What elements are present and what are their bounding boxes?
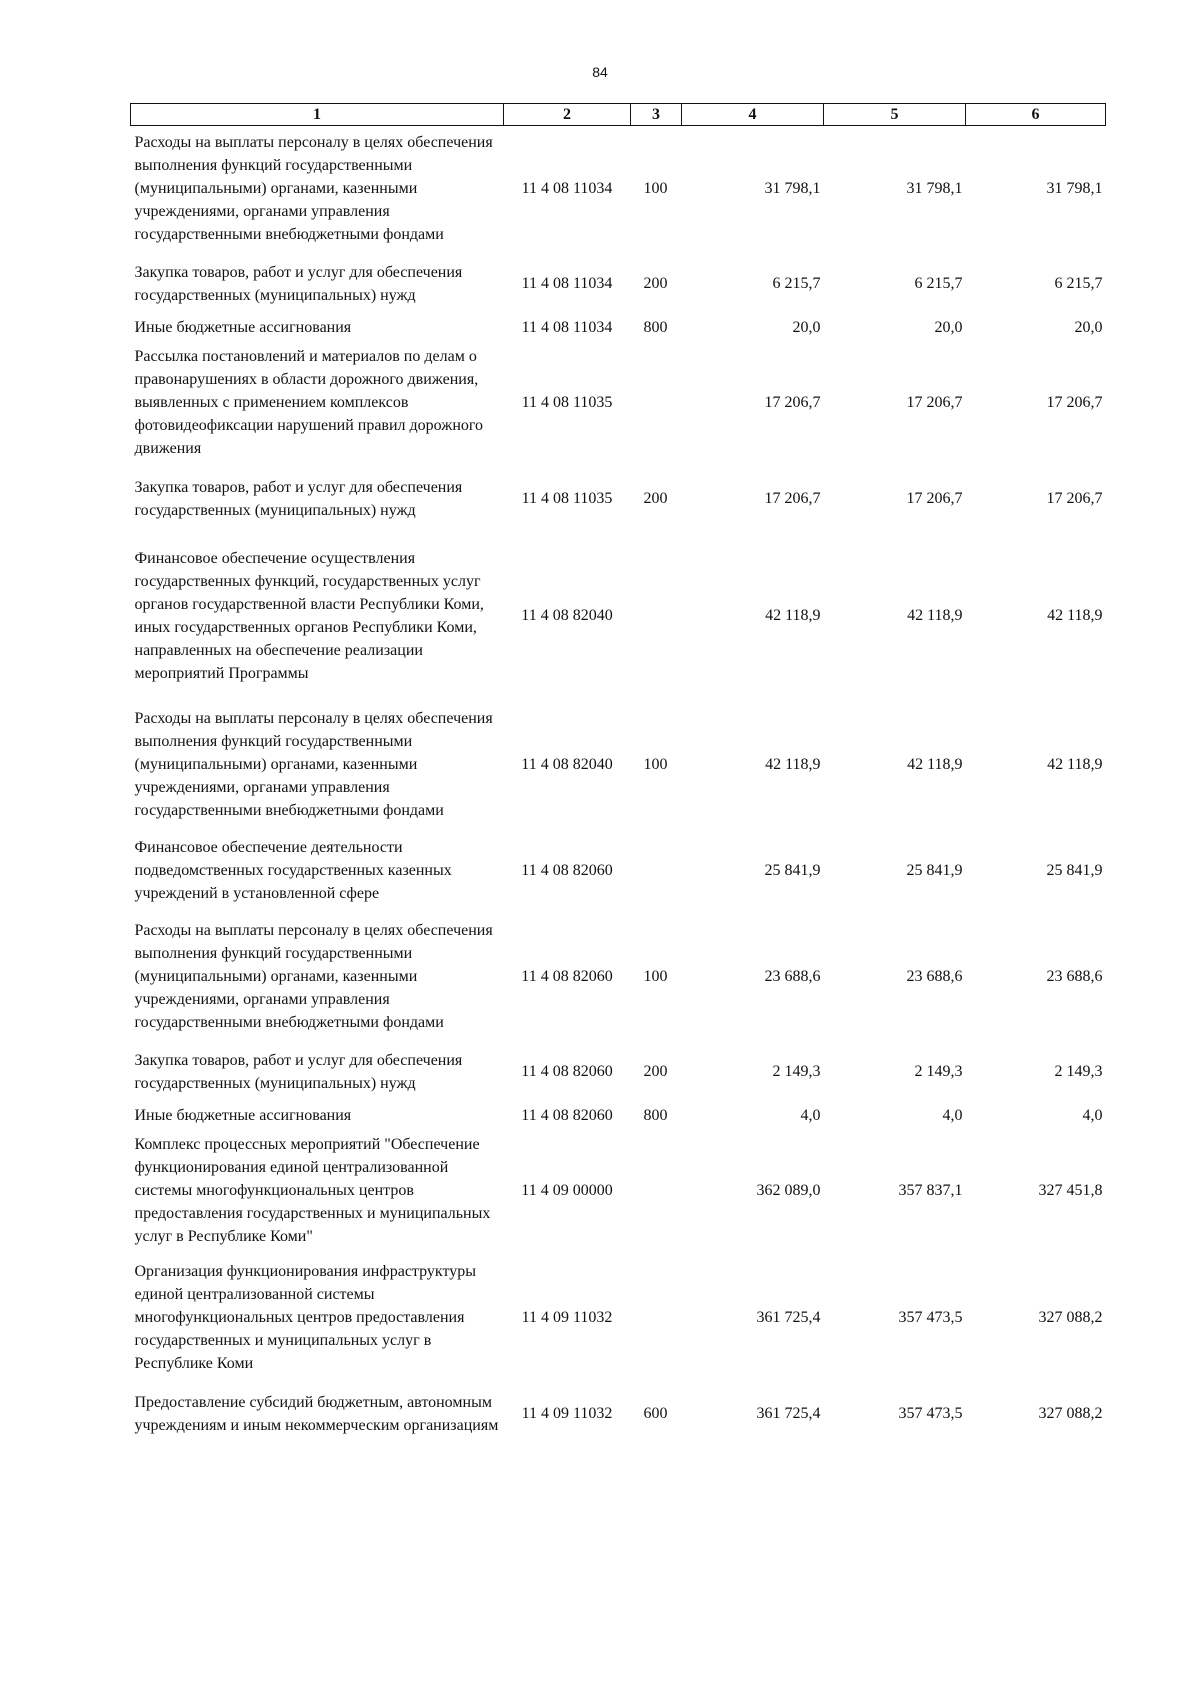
row-description: Закупка товаров, работ и услуг для обеспечения государственных (муниципальных) нужд xyxy=(134,1051,463,1092)
row-amount-col6: 2 149,3 xyxy=(1054,1063,1103,1080)
row-target-code: 11 4 09 00000 xyxy=(521,1181,613,1199)
row-amount-col5: 357 473,5 xyxy=(898,1405,963,1422)
row-expense-type: 200 xyxy=(643,275,668,292)
row-expense-type xyxy=(631,828,682,913)
column-header-6: 6 xyxy=(966,104,1106,126)
row-amount-col5: 357 837,1 xyxy=(898,1181,963,1199)
column-header-2: 2 xyxy=(504,104,631,126)
row-description: Рассылка постановлений и материалов по делам о правонарушениях в области дорожного движения, выявленных с применением комплексов фотовидеофиксации нарушений правил дорожного движения xyxy=(134,348,484,457)
row-description: Комплекс процессных мероприятий "Обеспечение функционирования единой централизованной системы многофункциональных центров предоставления государственных и муниципальных услуг в Республике Коми" xyxy=(134,1135,491,1245)
row-amount-col4: 17 206,7 xyxy=(764,490,821,507)
row-amount-col4: 17 206,7 xyxy=(764,394,821,411)
table-row xyxy=(131,1127,1106,1254)
column-header-3: 3 xyxy=(631,104,682,126)
row-expense-type: 200 xyxy=(643,490,668,507)
row-expense-type: 600 xyxy=(643,1405,668,1422)
row-amount-col5: 20,0 xyxy=(934,318,963,336)
row-amount-col5: 23 688,6 xyxy=(906,967,963,985)
column-header-4: 4 xyxy=(682,104,824,126)
row-amount-col5: 6 215,7 xyxy=(914,275,963,292)
table-row xyxy=(131,701,1106,828)
table-row xyxy=(131,913,1106,1040)
row-target-code: 11 4 08 82060 xyxy=(521,1063,613,1080)
row-amount-col5: 2 149,3 xyxy=(914,1063,963,1080)
row-amount-col6: 327 451,8 xyxy=(1038,1181,1103,1199)
row-amount-col4: 4,0 xyxy=(800,1106,821,1124)
row-expense-type xyxy=(631,531,682,701)
column-header-5: 5 xyxy=(824,104,966,126)
row-amount-col4: 2 149,3 xyxy=(772,1063,821,1080)
row-amount-col5: 17 206,7 xyxy=(906,490,963,507)
row-target-code: 11 4 09 11032 xyxy=(521,1309,613,1326)
row-description: Расходы на выплаты персоналу в целях обеспечения выполнения функций государственными (муниципальными) органами, казенными учреждениями, органами управления государственными внебюджетными фондами xyxy=(134,921,493,1031)
table-row xyxy=(131,1254,1106,1382)
row-expense-type xyxy=(631,339,682,467)
row-description: Финансовое обеспечение деятельности подведомственных государственных казенных учреждений в установленной сфере xyxy=(134,838,452,902)
row-amount-col6: 17 206,7 xyxy=(1046,394,1103,411)
row-amount-col6: 327 088,2 xyxy=(1038,1405,1103,1422)
row-amount-col5: 4,0 xyxy=(942,1106,963,1124)
row-target-code: 11 4 08 82040 xyxy=(521,607,613,624)
row-amount-col5: 25 841,9 xyxy=(906,861,963,879)
table-row xyxy=(131,1382,1106,1446)
row-amount-col4: 362 089,0 xyxy=(756,1181,821,1199)
page-number: 84 xyxy=(592,64,608,80)
row-description: Закупка товаров, работ и услуг для обеспечения государственных (муниципальных) нужд xyxy=(134,263,463,304)
row-amount-col6: 17 206,7 xyxy=(1046,490,1103,507)
row-amount-col4: 361 725,4 xyxy=(756,1405,821,1422)
table-row xyxy=(131,316,1106,339)
row-amount-col4: 23 688,6 xyxy=(764,967,821,985)
row-description: Финансовое обеспечение осуществления государственных функций, государственных услуг органов государственной власти Республики Коми, иных государственных органов Республики Коми, направленных на обеспечение реализации мероприятий Программы xyxy=(134,549,484,682)
column-header-1: 1 xyxy=(131,104,504,126)
row-description: Закупка товаров, работ и услуг для обеспечения государственных (муниципальных) нужд xyxy=(134,478,463,519)
row-expense-type: 800 xyxy=(643,318,668,336)
row-target-code: 11 4 08 11034 xyxy=(521,180,613,198)
row-amount-col6: 23 688,6 xyxy=(1046,967,1103,985)
table-row xyxy=(131,531,1106,701)
row-amount-col6: 25 841,9 xyxy=(1046,861,1103,879)
row-amount-col4: 42 118,9 xyxy=(765,755,821,773)
row-description: Расходы на выплаты персоналу в целях обеспечения выполнения функций государственными (муниципальными) органами, казенными учреждениями, органами управления государственными внебюджетными фондами xyxy=(134,134,493,244)
row-amount-col5: 17 206,7 xyxy=(906,394,963,411)
row-amount-col6: 6 215,7 xyxy=(1054,275,1103,292)
row-target-code: 11 4 08 11035 xyxy=(521,490,613,507)
row-expense-type: 800 xyxy=(643,1106,668,1124)
row-amount-col5: 42 118,9 xyxy=(907,607,963,624)
row-target-code: 11 4 08 82060 xyxy=(521,1106,613,1124)
table-row xyxy=(131,252,1106,316)
row-amount-col6: 42 118,9 xyxy=(1047,607,1103,624)
row-target-code: 11 4 08 11034 xyxy=(521,275,613,292)
row-amount-col6: 31 798,1 xyxy=(1046,180,1103,198)
row-amount-col4: 31 798,1 xyxy=(764,180,821,198)
row-amount-col6: 327 088,2 xyxy=(1038,1309,1103,1326)
row-target-code: 11 4 09 11032 xyxy=(521,1405,613,1422)
row-description: Иные бюджетные ассигнования xyxy=(134,318,352,336)
row-expense-type: 100 xyxy=(643,967,668,985)
row-expense-type: 100 xyxy=(643,755,668,773)
table-row xyxy=(131,126,1106,252)
row-amount-col5: 42 118,9 xyxy=(907,755,963,773)
row-amount-col4: 6 215,7 xyxy=(772,275,821,292)
row-description: Предоставление субсидий бюджетным, автономным учреждениям и иным некоммерческим организациям xyxy=(134,1393,499,1434)
row-target-code: 11 4 08 82060 xyxy=(521,861,613,879)
row-target-code: 11 4 08 11034 xyxy=(521,318,613,336)
row-amount-col4: 361 725,4 xyxy=(756,1309,821,1326)
row-description: Иные бюджетные ассигнования xyxy=(134,1106,352,1124)
table-body xyxy=(131,126,1106,1446)
row-target-code: 11 4 08 82060 xyxy=(521,967,613,985)
row-amount-col4: 42 118,9 xyxy=(765,607,821,624)
row-amount-col5: 31 798,1 xyxy=(906,180,963,198)
row-amount-col4: 25 841,9 xyxy=(764,861,821,879)
table-row xyxy=(131,1104,1106,1127)
row-amount-col6: 20,0 xyxy=(1074,318,1103,336)
table-row xyxy=(131,828,1106,913)
header-row xyxy=(131,104,1106,126)
row-target-code: 11 4 08 11035 xyxy=(521,394,613,411)
row-expense-type: 100 xyxy=(643,180,668,198)
row-amount-col5: 357 473,5 xyxy=(898,1309,963,1326)
table-row xyxy=(131,467,1106,531)
row-description: Организация функционирования инфраструктуры единой централизованной системы многофункциональных центров предоставления государственных и муниципальных услуг в Республике Коми xyxy=(134,1263,476,1372)
row-expense-type xyxy=(631,1254,682,1382)
row-amount-col6: 42 118,9 xyxy=(1047,755,1103,773)
row-expense-type xyxy=(631,1127,682,1254)
row-expense-type: 200 xyxy=(643,1063,668,1080)
row-amount-col6: 4,0 xyxy=(1082,1106,1103,1124)
budget-table xyxy=(130,103,1106,1446)
table-row xyxy=(131,339,1106,467)
row-target-code: 11 4 08 82040 xyxy=(521,755,613,773)
table-row xyxy=(131,1040,1106,1104)
row-amount-col4: 20,0 xyxy=(792,318,821,336)
row-description: Расходы на выплаты персоналу в целях обеспечения выполнения функций государственными (муниципальными) органами, казенными учреждениями, органами управления государственными внебюджетными фондами xyxy=(134,709,493,819)
